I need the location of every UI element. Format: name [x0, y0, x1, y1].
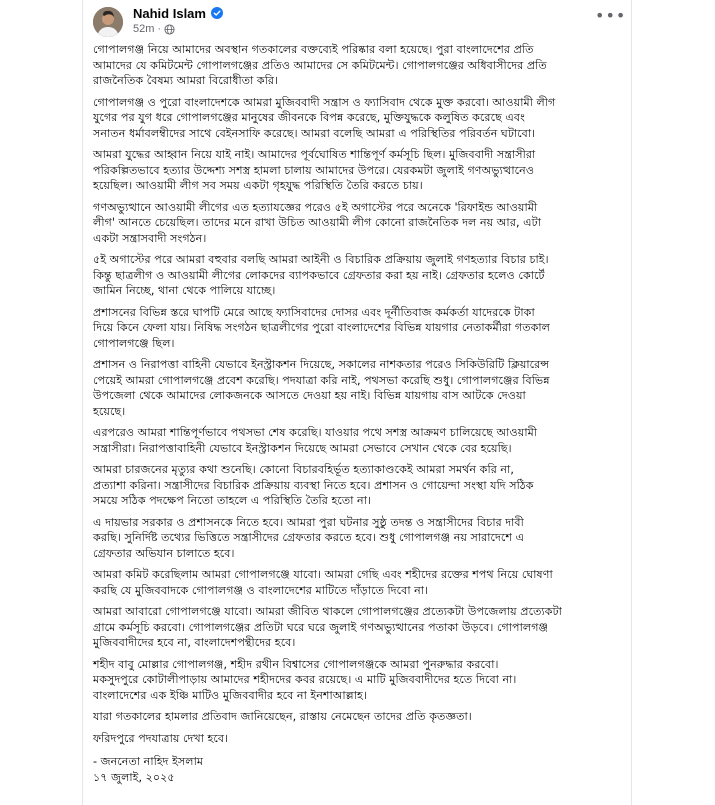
more-options-button[interactable]	[595, 6, 627, 28]
paragraph: গোপালগঞ্জ নিয়ে আমাদের অবস্থান গতকালের বক্তব্যেই পরিষ্কার বলা হয়েছে। পুরা বাংলাদেশের প্রতি আমাদের যে কমিটমেন্ট গোপালগঞ্জের প্রতিও আমাদের সে কমিটমেন্ট। গোপালগঞ্জের অধিবাসীদের প্রতি রাজনৈতিক বৈষম্য আমরা বিরোধীতা করি।	[93, 43, 547, 87]
more-horizontal-icon: •••	[595, 6, 627, 25]
signature: - জননেতা নাহিদ ইসলাম	[93, 755, 204, 768]
avatar[interactable]	[93, 7, 123, 37]
post-header	[83, 0, 631, 42]
paragraph: এরপরেও আমরা শান্তিপূর্ণভাবে পথসভা শেষ করেছি। যাওয়ার পথে সশস্ত্র আক্রমণ চালিয়েছে আওয়ামী সন্ত্রাসীরা। নিরাপত্তাবাহিনী যেভাবে ইনস্ট্রাকশন দিয়েছে আমরা সেভাবে সেখান থেকে বের হয়েছি।	[93, 426, 537, 455]
paragraph: প্রশাসন ও নিরাপত্তা বাহিনী যেভাবে ইনস্ট্রাকশন দিয়েছে, সকালের নাশকতার পরেও সিকিউরিটি ক্লিয়ারেন্স পেয়েই আমরা গোপালগঞ্জে প্রবেশ করেছি। পদযাত্রা করি নাই, পথসভা করেছি শুধু। গোপালগঞ্জের বিভিন্ন উপজেলা থেকে আমাদের লোকজনকে আসতে দেওয়া হয় নাই। বিভিন্ন যায়গায় বাস আটকে দেওয়া হয়েছে।	[93, 358, 550, 418]
paragraph: গোপালগঞ্জ ও পুরো বাংলাদেশকে আমরা মুজিববাদী সন্ত্রাস ও ফ্যাসিবাদ থেকে মুক্ত করবো। আওয়ামী লীগ যুগের পর যুগ ধরে গোপালগঞ্জের মানুষের জীবনকে বিপন্ন করেছে, মুক্তিযুদ্ধকে কলুষিত করেছে এবং সনাতন ধর্মাবলম্বীদের সাথে বেইনসাফি করেছে। আমরা বলেছি আমরা এ পরিস্থিতির পরিবর্তন ঘটাবো।	[93, 95, 556, 140]
author-name[interactable]: Nahid Islam	[133, 6, 206, 21]
paragraph: আমরা আবারো গোপালগঞ্জে যাবো। আমরা জীবিত থাকলে গোপালগঞ্জের প্রত্যেকটা উপজেলায় প্রত্যেকটা গ্রামে কর্মসূচি করবো। গোপালগঞ্জের প্রতিটা ঘরে ঘরে জুলাই গণঅভ্যুত্থানের পতাকা উড়বে। গোপালগঞ্জ মুজিববাদীদের হবে না, বাংলাদেশপন্থীদের হবে।	[93, 605, 562, 649]
globe-icon[interactable]	[164, 24, 175, 35]
paragraph: যারা গতকালের হামলার প্রতিবাদ জানিয়েছেন, রাস্তায় নেমেছেন তাদের প্রতি কৃতজ্ঞতা।	[93, 710, 472, 723]
verified-badge-icon	[211, 7, 223, 19]
post-card	[82, 0, 632, 805]
paragraph: শহীদ বাবু মোল্লার গোপালগঞ্জ, শহীদ রথীন বিশ্বাসের গোপালগঞ্জকে আমরা পুনরুদ্ধার করবো। মকসুদপুরে কোটালীপাড়ায় আমাদের শহীদদের কবর রয়েছে। এ মাটি মুজিববাদীদের হতে দিবো না। বাংলাদেশের এক ইঞ্চি মাটিও মুজিববাদীর হবে না ইনশাআল্লাহ।	[93, 657, 517, 702]
paragraph: আমরা যুদ্ধের আহ্বান নিয়ে যাই নাই। আমাদের পূর্বঘোষিত শান্তিপূর্ণ কর্মসূচি ছিল। মুজিববাদী সন্ত্রাসীরা পরিকল্পিতভাবে হত্যার উদ্দেশ্য সশস্ত্র হামলা চালায় আমাদের উপরে। যেরকমটা জুলাই গণঅভ্যুত্থানেও হয়েছিল। আওয়ামী লীগ সব সময় একটা গৃহযুদ্ধ পরিস্থিতি তৈরি করতে চায়।	[93, 148, 536, 192]
paragraph: আমরা কমিট করেছিলাম আমরা গোপালগঞ্জে যাবো। আমরা গেছি এবং শহীদের রক্তের শপথ নিয়ে ঘোষণা করছি যে মুজিববাদকে গোপালগঞ্জ ও বাংলাদেশের মাটিতে দাঁড়াতে দিবো না।	[93, 568, 553, 597]
post-body	[83, 42, 631, 785]
paragraph: ৫ই অগাস্টের পরে আমরা বহুবার বলছি আমরা আইনী ও বিচারিক প্রক্রিয়ায় জুলাই গণহত্যার বিচার চাই। কিন্তু ছাত্রলীগ ও আওয়ামী লীগের লোকদের ব্যাপকভাবে গ্রেফতার করা হয় নাই। গ্রেফতার হলেও কোর্টে জামিন নিচ্ছে, থানা থেকে পালিয়ে যাচ্ছে।	[93, 253, 549, 297]
post-date-text: ১৭ জুলাই, ২০২৫	[93, 770, 175, 784]
paragraph: প্রশাসনের বিভিন্ন স্তরে ঘাপটি মেরে আছে ফ্যাসিবাদের দোসর এবং দূর্নীতিবাজ কর্মকর্তা যাদেরকে টাকা দিয়ে কিনে ফেলা যায়। নিষিদ্ধ সংগঠন ছাত্রলীগের পুরো বাংলাদেশের বিভিন্ন যায়গার নেতাকর্মীরা গতকাল গোপালগঞ্জে ছিল।	[93, 305, 551, 350]
avatar-image	[93, 7, 123, 37]
post-meta	[133, 23, 175, 35]
post-time[interactable]: 52m	[133, 23, 155, 35]
paragraph: এ দায়ভার সরকার ও প্রশাসনকে নিতে হবে। আমরা পুরা ঘটনার সুষ্ঠু তদন্ত ও সন্ত্রাসীদের বিচার দাবী করছি। সুনির্দিষ্ট তথ্যের ভিত্তিতে সন্ত্রাসীদের গ্রেফতার করতে হবে। শুধু গোপালগঞ্জ নয় সারাদেশে এ গ্রেফতার অভিযান চালাতে হবে।	[93, 515, 525, 560]
meta-separator: ·	[157, 23, 162, 35]
paragraph: ফরিদপুরে পদযাত্রায় দেখা হবে।	[93, 731, 229, 745]
paragraph: গণঅভ্যুত্থানে আওয়ামী লীগের এত হত্যাযজ্ঞের পরেও ৫ই অগাস্টের পরে অনেকে 'রিফাইন্ড আওয়ামী লীগ' আনতে চেয়েছিল। তাদের মনে রাখা উচিত আওয়ামী লীগ কোনো রাজনৈতিক দল নয় আর, এটা একটা সন্ত্রাসবাদী সংগঠন।	[93, 200, 541, 245]
paragraph: আমরা চারজনের মৃত্যুর কথা শুনেছি। কোনো বিচারবহির্ভূত হত্যাকাণ্ডকেই আমরা সমর্থন করি না, প্রত্যাশা করিনা। সন্ত্রাসীদের বিচারিক প্রক্রিয়ায় ব্যবস্থা নিতে হবে। প্রশাসন ও গোয়েন্দা সংস্থা যদি সঠিক সময়ে সঠিক পদক্ষেপ নিতো তাহলে এ পরিস্থিতি তৈরি হতো না।	[93, 463, 534, 507]
